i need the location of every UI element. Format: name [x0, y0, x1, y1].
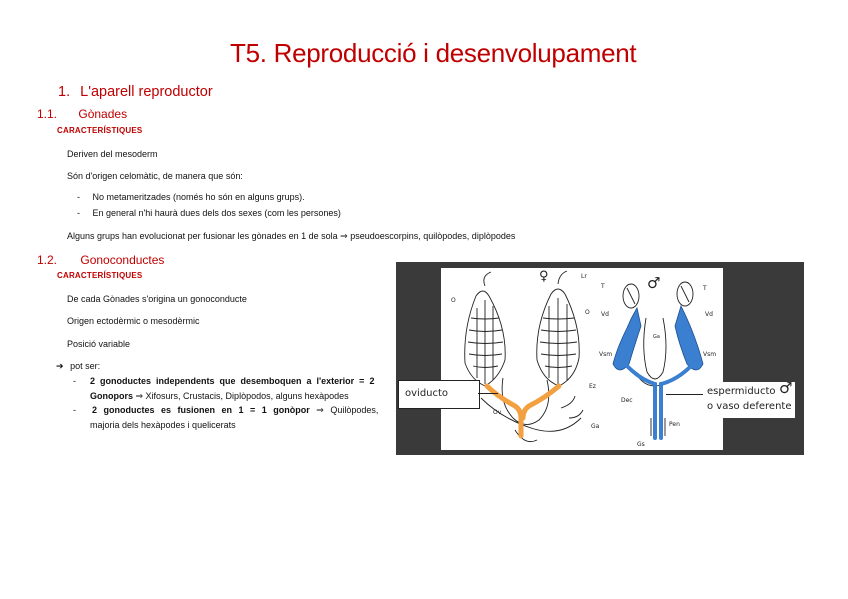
left-ovary-lobes — [468, 318, 503, 368]
list-item-rest: ⇒ Quilòpodes, — [309, 405, 379, 415]
anatomy-diagram — [441, 268, 723, 450]
list-item-text: En general n'hi haurà dues dels dos sexes (com les persones) — [92, 208, 341, 218]
section-heading — [58, 84, 213, 100]
male-symbol-icon: ♂ — [647, 274, 661, 292]
bullet-dash: - — [77, 208, 80, 218]
label-o-left: O — [451, 297, 456, 304]
bullet-dash: - — [73, 405, 76, 415]
spermiduct-pointer — [666, 394, 703, 395]
label-vsm-right: Vsm — [703, 351, 717, 358]
label-vd-left: Vd — [601, 311, 609, 318]
male-symbol-small-icon: ♂ — [779, 379, 793, 397]
pot-ser-line — [56, 361, 100, 372]
arrow-icon: ➔ — [56, 361, 64, 371]
label-t-right: T — [703, 285, 707, 292]
label-vd-right: Vd — [705, 311, 713, 318]
label-t-left: T — [601, 283, 605, 290]
list-item-continuation: majoria dels hexàpodes i quelicerats — [90, 420, 236, 430]
male-diagram — [623, 282, 693, 436]
section-number: 1. — [58, 84, 71, 100]
subsection-label: Gònades — [78, 107, 128, 121]
left-seminal-vesicle — [613, 308, 641, 370]
bullet-dash: - — [73, 376, 76, 386]
characteristics-tag: CARACTERÍSTIQUES — [57, 271, 143, 280]
subsection-heading-gonoconductes — [37, 253, 164, 267]
oviduct-pointer — [478, 393, 498, 394]
right-ovary-tubes — [549, 298, 567, 384]
oviduct-label: oviducto — [405, 388, 449, 399]
list-item-text: ⇒ Xifosurs, Crustacis, Diplòpodos, alguns hexàpodes — [133, 391, 349, 401]
label-gs: Gs — [637, 441, 645, 448]
spermiduct-label-box — [703, 379, 795, 418]
left-ovary-tubes — [477, 300, 493, 384]
genital-aperture — [515, 430, 537, 442]
text-line: Alguns grups han evolucionat per fusionar les gònades en 1 de sola ⇒ pseudoescorpins, quilòpodes, diplòpodes — [67, 231, 516, 241]
list-item-continuation — [90, 391, 349, 402]
label-dec: Dec — [621, 397, 633, 404]
label-ez: Ez — [589, 383, 596, 390]
subsection-label: Gonoconductes — [80, 253, 165, 267]
ovary-filaments — [484, 271, 567, 286]
list-item-text — [92, 405, 378, 416]
label-ga-male: Ga — [653, 334, 660, 340]
female-symbol-icon: ♀ — [539, 269, 549, 284]
subsection-heading-gonades — [37, 107, 127, 121]
text-line: Deriven del mesoderm — [67, 149, 158, 159]
text-line: De cada Gònades s'origina un gonoconducte — [67, 294, 247, 304]
male-central-organ — [644, 318, 666, 379]
gonopors-term: Gonopors — [90, 391, 133, 401]
label-vsm-left: Vsm — [599, 351, 613, 358]
characteristics-tag: CARACTERÍSTIQUES — [57, 126, 143, 135]
pot-ser-text: pot ser: — [70, 361, 101, 371]
label-pen: Pen — [669, 421, 680, 428]
list-item — [73, 405, 379, 415]
subsection-number: 1.2. — [37, 253, 58, 267]
text-line: Posició variable — [67, 339, 131, 349]
spermiduct-label-1: espermiducto — [707, 386, 776, 397]
reproductive-system-figure — [396, 262, 804, 455]
label-o-right: O — [585, 309, 590, 316]
figure-panel — [441, 268, 723, 450]
fusion-term: 2 gonoductes es fusionen en 1 = 1 gonòpor — [92, 405, 310, 415]
text-line: Són d'origen celomàtic, de manera que són: — [67, 171, 243, 181]
label-lr: Lr — [581, 273, 587, 280]
list-item — [77, 208, 341, 218]
list-item — [73, 376, 375, 386]
bullet-dash: - — [77, 192, 80, 202]
spermiduct-label-2: o vaso deferente — [707, 401, 792, 412]
list-item — [77, 192, 305, 202]
page-title: T5. Reproducció i desenvolupament — [230, 38, 637, 68]
right-ovary-lobes — [540, 318, 577, 368]
right-seminal-vesicle — [675, 306, 703, 370]
oviduct-label-box — [398, 380, 480, 409]
accessory-glands — [561, 396, 583, 418]
text-line: Origen ectodèrmic o mesodèrmic — [67, 316, 200, 326]
list-item-text: No metameritzades (només ho són en alguns grups). — [92, 192, 305, 202]
section-label: L'aparell reproductor — [80, 84, 213, 100]
label-ga: Ga — [591, 423, 600, 430]
list-item-text: 2 gonoductes independents que desemboquen a l'exterior = 2 — [90, 376, 375, 386]
subsection-number: 1.1. — [37, 107, 58, 121]
label-ov: Ov — [493, 409, 502, 416]
